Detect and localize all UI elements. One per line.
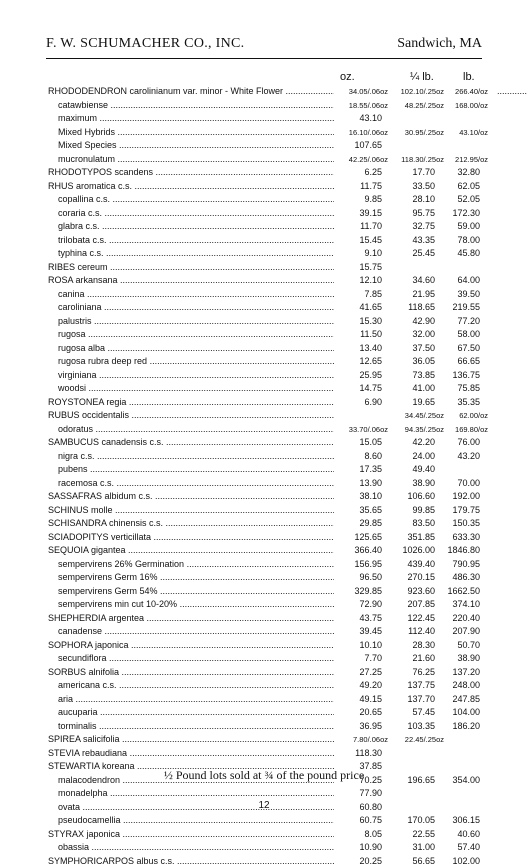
price-lb: 38.90 (457, 652, 480, 666)
price-row (0, 342, 528, 356)
price-quarter-lb: 122.45 (407, 612, 435, 626)
company-name: F. W. SCHUMACHER CO., INC. (46, 36, 244, 52)
price-quarter-lb: 42.20 (412, 436, 435, 450)
species-name: obassia ..... (58, 841, 334, 855)
species-name: STEVIA rebaudiana ..... (48, 747, 334, 761)
price-quarter-lb: 351.85 (407, 531, 435, 545)
price-quarter-lb: 19.65 (412, 396, 435, 410)
species-name: ovata ..... (58, 801, 334, 815)
price-row (0, 301, 528, 315)
price-quarter-lb: 94.35/.25oz (405, 423, 444, 437)
price-lb: 59.00 (457, 220, 480, 234)
price-oz: 15.05 (359, 436, 382, 450)
price-oz: 15.30 (359, 315, 382, 329)
column-header-oz: oz. (340, 71, 355, 83)
price-oz: 49.15 (359, 693, 382, 707)
price-lb: 207.90 (452, 625, 480, 639)
species-name: odoratus ..... (58, 423, 334, 437)
price-quarter-lb: 32.75 (412, 220, 435, 234)
price-quarter-lb: 28.10 (412, 193, 435, 207)
price-quarter-lb: 34.60 (412, 274, 435, 288)
price-quarter-lb: 923.60 (407, 585, 435, 599)
species-name: aria ..... (58, 693, 334, 707)
price-row (0, 180, 528, 194)
species-name: SAMBUCUS canadensis c.s. ..... (48, 436, 334, 450)
price-oz: 6.90 (364, 396, 382, 410)
price-lb: 1846.80 (447, 544, 480, 558)
price-row (0, 220, 528, 234)
price-quarter-lb: 137.70 (407, 693, 435, 707)
price-oz: 11.70 (360, 220, 382, 234)
price-row (0, 369, 528, 383)
price-row (0, 747, 528, 761)
price-lb: 67.50 (457, 342, 480, 356)
price-row (0, 112, 528, 126)
price-lb: 137.20 (452, 666, 480, 680)
price-oz: 9.10 (364, 247, 382, 261)
price-lb: 169.80/oz (455, 423, 488, 437)
price-oz: 35.65 (359, 504, 382, 518)
price-row (0, 139, 528, 153)
price-row (0, 652, 528, 666)
species-name: malacodendron ..... (58, 774, 334, 788)
price-row (0, 666, 528, 680)
price-lb: 306.15 (452, 814, 480, 828)
price-quarter-lb: 22.45/.25oz (405, 733, 444, 747)
species-name: SPIREA salicifolia ..... (48, 733, 334, 747)
price-oz: 366.40 (354, 544, 382, 558)
price-row (0, 504, 528, 518)
price-quarter-lb: 24.00 (412, 450, 435, 464)
price-quarter-lb: 28.30 (412, 639, 435, 653)
price-row (0, 679, 528, 693)
price-row (0, 436, 528, 450)
price-row (0, 612, 528, 626)
price-oz: 11.75 (360, 180, 382, 194)
price-row (0, 639, 528, 653)
species-name: secundiflora ..... (58, 652, 334, 666)
price-lb: 45.80 (457, 247, 480, 261)
price-oz: 20.25 (359, 855, 382, 868)
price-row (0, 288, 528, 302)
price-oz: 27.25 (359, 666, 382, 680)
page-number: 12 (0, 800, 528, 811)
species-name: americana c.s. ..... (58, 679, 334, 693)
price-lb: 212.95/oz (455, 153, 488, 167)
price-lb: 52.05 (457, 193, 480, 207)
species-name: rugosa ..... (58, 328, 334, 342)
price-row (0, 85, 528, 99)
price-oz: 17.35 (359, 463, 382, 477)
price-lb: 40.60 (457, 828, 480, 842)
price-lb: 62.05 (457, 180, 480, 194)
price-oz: 10.90 (359, 841, 382, 855)
price-row (0, 706, 528, 720)
price-lb: 50.70 (457, 639, 480, 653)
price-lb: 1662.50 (447, 585, 480, 599)
price-row (0, 355, 528, 369)
price-oz: 15.45 (359, 234, 382, 248)
price-oz: 43.75 (359, 612, 382, 626)
price-oz: 34.05/.06oz (349, 85, 388, 99)
species-name: SORBUS alnifolia ..... (48, 666, 334, 680)
footer-note: ½ Pound lots sold at ¾ of the pound price (0, 768, 528, 783)
price-list (0, 85, 528, 868)
price-row (0, 463, 528, 477)
price-lb: 70.00 (457, 477, 480, 491)
price-quarter-lb: 37.50 (412, 342, 435, 356)
price-oz: 16.10/.06oz (349, 126, 388, 140)
price-oz: 15.75 (359, 261, 382, 275)
species-name: STEWARTIA koreana ..... (48, 760, 334, 774)
species-name: catawbiense ..... (58, 99, 334, 113)
row-trailing-leader: ............ (497, 85, 527, 99)
price-row (0, 396, 528, 410)
price-quarter-lb: 83.50 (412, 517, 435, 531)
price-quarter-lb: 34.45/.25oz (405, 409, 444, 423)
price-row (0, 558, 528, 572)
species-name: SCHINUS molle ..... (48, 504, 334, 518)
price-oz: 13.40 (359, 342, 382, 356)
species-name: sempervirens 26% Germination ..... (58, 558, 334, 572)
price-row (0, 517, 528, 531)
price-quarter-lb: 170.05 (407, 814, 435, 828)
price-oz: 12.65 (359, 355, 382, 369)
species-name: sempervirens Germ 54% ..... (58, 585, 334, 599)
price-lb: 172.30 (452, 207, 480, 221)
price-quarter-lb: 32.00 (412, 328, 435, 342)
species-name: RHUS aromatica c.s. ..... (48, 180, 334, 194)
price-row (0, 423, 528, 437)
species-name: trilobata c.s. ..... (58, 234, 334, 248)
price-row (0, 531, 528, 545)
price-quarter-lb: 22.55 (412, 828, 435, 842)
price-lb: 66.65 (457, 355, 480, 369)
price-quarter-lb: 30.95/.25oz (405, 126, 444, 140)
price-lb: 78.00 (457, 234, 480, 248)
price-lb: 486.30 (452, 571, 480, 585)
species-name: aucuparia ..... (58, 706, 334, 720)
price-row (0, 450, 528, 464)
price-oz: 39.15 (359, 207, 382, 221)
price-lb: 374.10 (452, 598, 480, 612)
price-row (0, 274, 528, 288)
price-oz: 43.10 (359, 112, 382, 126)
price-oz: 7.85 (364, 288, 382, 302)
price-row (0, 855, 528, 868)
price-lb: 76.00 (457, 436, 480, 450)
price-row (0, 544, 528, 558)
page-header (46, 36, 482, 56)
price-row (0, 126, 528, 140)
species-name: nigra c.s. ..... (58, 450, 334, 464)
price-row (0, 693, 528, 707)
price-lb: 43.20 (457, 450, 480, 464)
price-row (0, 193, 528, 207)
price-oz: 329.85 (354, 585, 382, 599)
species-name: typhina c.s. ..... (58, 247, 334, 261)
price-lb: 32.80 (457, 166, 480, 180)
species-name: canina ..... (58, 288, 334, 302)
price-oz: 20.65 (359, 706, 382, 720)
price-lb: 248.00 (452, 679, 480, 693)
price-quarter-lb: 43.35 (412, 234, 435, 248)
price-oz: 156.95 (354, 558, 382, 572)
price-quarter-lb: 17.70 (412, 166, 435, 180)
price-row (0, 247, 528, 261)
price-lb: 266.40/oz (455, 85, 488, 99)
price-lb: 75.85 (457, 382, 480, 396)
species-name: rugosa rubra deep red ..... (58, 355, 334, 369)
species-name: glabra c.s. ..... (58, 220, 334, 234)
price-oz: 96.50 (359, 571, 382, 585)
price-row (0, 477, 528, 491)
species-name: sempervirens Germ 16% ..... (58, 571, 334, 585)
price-oz: 10.10 (359, 639, 382, 653)
price-lb: 220.40 (452, 612, 480, 626)
price-quarter-lb: 42.90 (412, 315, 435, 329)
price-oz: 38.10 (359, 490, 382, 504)
price-row (0, 234, 528, 248)
price-oz: 60.80 (359, 801, 382, 815)
price-lb: 136.75 (452, 369, 480, 383)
price-quarter-lb: 41.00 (412, 382, 435, 396)
species-name: SYMPHORICARPOS albus c.s. ..... (48, 855, 334, 868)
price-lb: 58.00 (457, 328, 480, 342)
price-row (0, 733, 528, 747)
species-name: RHODOTYPOS scandens ..... (48, 166, 334, 180)
species-name: ROSA arkansana ..... (48, 274, 334, 288)
price-lb: 192.00 (452, 490, 480, 504)
price-row (0, 315, 528, 329)
price-oz: 49.20 (359, 679, 382, 693)
price-quarter-lb: 1026.00 (402, 544, 435, 558)
species-name: SCIADOPITYS verticillata ..... (48, 531, 334, 545)
price-oz: 41.65 (359, 301, 382, 315)
price-lb: 104.00 (452, 706, 480, 720)
price-oz: 107.65 (354, 139, 382, 153)
price-row (0, 153, 528, 167)
species-name: torminalis ..... (58, 720, 334, 734)
price-oz: 77.90 (359, 787, 382, 801)
species-name: RUBUS occidentalis ..... (48, 409, 334, 423)
price-oz: 7.80/.06oz (353, 733, 388, 747)
species-name: canadense ..... (58, 625, 334, 639)
price-row (0, 787, 528, 801)
price-quarter-lb: 33.50 (412, 180, 435, 194)
price-lb: 77.20 (457, 315, 480, 329)
price-lb: 62.00/oz (459, 409, 488, 423)
price-quarter-lb: 102.10/.25oz (401, 85, 444, 99)
price-oz: 12.10 (359, 274, 382, 288)
species-name: maximum ..... (58, 112, 334, 126)
species-name: virginiana ..... (58, 369, 334, 383)
price-lb: 790.95 (452, 558, 480, 572)
price-row (0, 585, 528, 599)
price-oz: 8.60 (364, 450, 382, 464)
species-name: SCHISANDRA chinensis c.s. ..... (48, 517, 334, 531)
species-name: copallina c.s. ..... (58, 193, 334, 207)
price-oz: 125.65 (354, 531, 382, 545)
header-rule (46, 58, 482, 59)
price-lb: 57.40 (457, 841, 480, 855)
price-oz: 118.30 (355, 747, 382, 761)
species-name: palustris ..... (58, 315, 334, 329)
price-oz: 9.85 (364, 193, 382, 207)
species-name: RHODODENDRON carolinianum var. minor - White Flower ..... (48, 85, 334, 99)
species-name: SASSAFRAS albidum c.s. ..... (48, 490, 334, 504)
price-lb: 179.75 (452, 504, 480, 518)
price-oz: 36.95 (359, 720, 382, 734)
price-quarter-lb: 25.45 (412, 247, 435, 261)
species-name: Mixed Species ..... (58, 139, 334, 153)
column-header-quarter-lb: ¼ lb. (410, 71, 434, 83)
species-name: coraria c.s. ..... (58, 207, 334, 221)
species-name: mucronulatum ..... (58, 153, 334, 167)
species-name: rugosa alba ..... (58, 342, 334, 356)
price-quarter-lb: 21.60 (412, 652, 435, 666)
species-name: sempervirens min cut 10-20% ..... (58, 598, 334, 612)
price-row (0, 841, 528, 855)
price-row (0, 382, 528, 396)
species-name: RIBES cereum ..... (48, 261, 334, 275)
price-quarter-lb: 207.85 (407, 598, 435, 612)
price-row (0, 571, 528, 585)
price-row (0, 328, 528, 342)
species-name: SEQUOIA gigantea ..... (48, 544, 334, 558)
price-quarter-lb: 76.25 (412, 666, 435, 680)
price-quarter-lb: 48.25/.25oz (405, 99, 444, 113)
price-quarter-lb: 103.35 (407, 720, 435, 734)
price-lb: 43.10/oz (459, 126, 488, 140)
price-lb: 247.85 (452, 693, 480, 707)
price-quarter-lb: 112.40 (408, 625, 435, 639)
price-lb: 219.55 (452, 301, 480, 315)
price-oz: 72.90 (359, 598, 382, 612)
species-name: ROYSTONEA regia ..... (48, 396, 334, 410)
price-lb: 39.50 (457, 288, 480, 302)
species-name: racemosa c.s. ..... (58, 477, 334, 491)
price-lb: 35.35 (457, 396, 480, 410)
price-row (0, 625, 528, 639)
price-quarter-lb: 36.05 (412, 355, 435, 369)
price-oz: 29.85 (359, 517, 382, 531)
species-name: woodsi ..... (58, 382, 334, 396)
price-oz: 13.90 (359, 477, 382, 491)
price-quarter-lb: 31.00 (412, 841, 435, 855)
price-oz: 18.55/.06oz (349, 99, 388, 113)
price-row (0, 261, 528, 275)
price-oz: 37.85 (359, 760, 382, 774)
price-oz: 8.05 (364, 828, 382, 842)
price-lb: 102.00 (452, 855, 480, 868)
species-name: Mixed Hybrids ..... (58, 126, 334, 140)
price-quarter-lb: 38.90 (412, 477, 435, 491)
price-quarter-lb: 56.65 (412, 855, 435, 868)
price-lb: 150.35 (452, 517, 480, 531)
price-quarter-lb: 99.85 (412, 504, 435, 518)
price-oz: 25.95 (359, 369, 382, 383)
price-oz: 39.45 (359, 625, 382, 639)
price-oz: 6.25 (364, 166, 382, 180)
price-lb: 64.00 (457, 274, 480, 288)
species-name: pubens ..... (58, 463, 334, 477)
price-lb: 186.20 (452, 720, 480, 734)
price-quarter-lb: 95.75 (412, 207, 435, 221)
price-oz: 11.50 (360, 328, 382, 342)
price-oz: 14.75 (359, 382, 382, 396)
species-name: pseudocamellia ..... (58, 814, 334, 828)
price-row (0, 814, 528, 828)
price-quarter-lb: 21.95 (412, 288, 435, 302)
species-name: SOPHORA japonica ..... (48, 639, 334, 653)
price-row (0, 207, 528, 221)
price-quarter-lb: 106.60 (407, 490, 435, 504)
company-location: Sandwich, MA (397, 36, 482, 52)
species-name: SHEPHERDIA argentea ..... (48, 612, 334, 626)
price-quarter-lb: 270.15 (407, 571, 435, 585)
price-row (0, 166, 528, 180)
price-row (0, 720, 528, 734)
price-oz: 7.70 (364, 652, 382, 666)
price-quarter-lb: 439.40 (407, 558, 435, 572)
price-oz: 33.70/.06oz (349, 423, 388, 437)
price-row (0, 99, 528, 113)
price-quarter-lb: 118.30/.25oz (401, 153, 444, 167)
price-quarter-lb: 57.45 (412, 706, 435, 720)
price-quarter-lb: 137.75 (407, 679, 435, 693)
price-quarter-lb: 196.65 (407, 774, 435, 788)
species-name: caroliniana ..... (58, 301, 334, 315)
price-row (0, 409, 528, 423)
price-lb: 168.00/oz (455, 99, 488, 113)
column-header-lb: lb. (463, 71, 475, 83)
price-oz: 70.25 (359, 774, 382, 788)
price-lb: 354.00 (452, 774, 480, 788)
price-row (0, 490, 528, 504)
price-quarter-lb: 73.85 (412, 369, 435, 383)
species-name: monadelpha ..... (58, 787, 334, 801)
price-oz: 60.75 (359, 814, 382, 828)
price-quarter-lb: 118.65 (408, 301, 435, 315)
price-row (0, 598, 528, 612)
price-lb: 633.30 (452, 531, 480, 545)
species-name: STYRAX japonica ..... (48, 828, 334, 842)
price-quarter-lb: 49.40 (412, 463, 435, 477)
price-oz: 42.25/.06oz (349, 153, 388, 167)
